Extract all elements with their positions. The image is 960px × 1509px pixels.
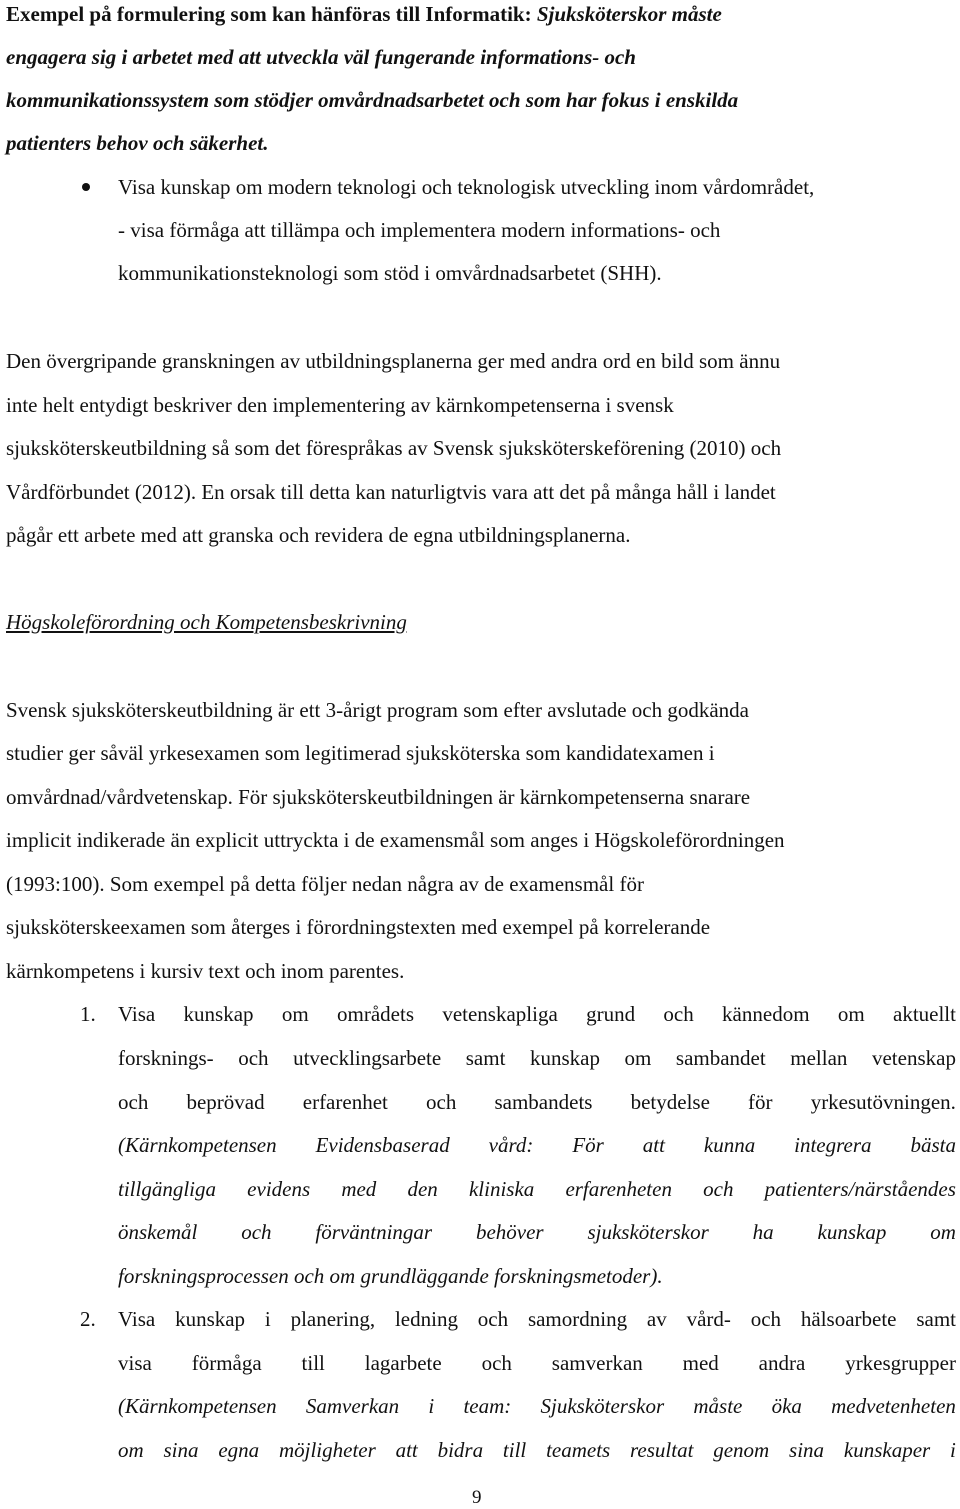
word: i bbox=[428, 1394, 435, 1418]
word: och bbox=[118, 1090, 149, 1114]
item-2-line-2 bbox=[118, 1350, 956, 1376]
bullet-line-2: - visa förmåga att tillämpa och implementera modern informations- och bbox=[118, 218, 721, 242]
word: (Kärnkompetensen bbox=[118, 1133, 277, 1157]
word: kliniska bbox=[468, 1177, 535, 1201]
word: behöver bbox=[475, 1220, 544, 1244]
section-heading: Högskoleförordning och Kompetensbeskrivning bbox=[6, 610, 407, 634]
word: samverkan bbox=[551, 1351, 643, 1375]
word: resultat bbox=[630, 1438, 694, 1462]
word: tillgängliga bbox=[118, 1177, 217, 1201]
para2-line-1: Svensk sjuksköterskeutbildning är ett 3-årigt program som efter avslutade och godkända bbox=[6, 698, 749, 722]
word: För bbox=[572, 1133, 604, 1157]
item-2-line-3 bbox=[118, 1393, 956, 1419]
word: kunskap bbox=[817, 1220, 887, 1244]
word: vård- bbox=[686, 1307, 731, 1331]
para2-line-6: sjuksköterskeexamen som återges i förordningstexten med exempel på korrelerande bbox=[6, 915, 711, 939]
word: lagarbete bbox=[364, 1351, 442, 1375]
word: bidra bbox=[437, 1438, 484, 1462]
word: kunskap bbox=[183, 1002, 254, 1026]
word: genom bbox=[713, 1438, 770, 1462]
word: samt bbox=[465, 1046, 506, 1070]
word: sambandets bbox=[494, 1090, 593, 1114]
para2-line-4: implicit indikerade än explicit uttryckta i de examensmål som anges i Högskoleförordningen bbox=[6, 828, 785, 852]
word: och bbox=[703, 1177, 734, 1201]
word: om bbox=[930, 1220, 956, 1244]
word: kännedom bbox=[722, 1002, 810, 1026]
word: mellan bbox=[790, 1046, 848, 1070]
word: patienters/närståendes bbox=[764, 1177, 956, 1201]
word: i bbox=[264, 1307, 271, 1331]
word: kunskap bbox=[529, 1046, 600, 1070]
word: till bbox=[301, 1351, 325, 1375]
item-1-line-7: forskningsprocessen och om grundläggande forskningsmetoder). bbox=[118, 1264, 663, 1288]
word: visa bbox=[118, 1351, 152, 1375]
intro-line-4: patienters behov och säkerhet. bbox=[6, 131, 269, 155]
word: hälsoarbete bbox=[800, 1307, 897, 1331]
word: i bbox=[950, 1438, 956, 1462]
item-1-line-5 bbox=[118, 1176, 956, 1202]
para1-line-3: sjuksköterskeutbildning så som det förespråkas av Svensk sjuksköterskeförening (2010) och bbox=[6, 436, 782, 460]
word: och bbox=[481, 1351, 512, 1375]
word: förmåga bbox=[191, 1351, 262, 1375]
word: team: bbox=[463, 1394, 512, 1418]
bullet-line-3: kommunikationsteknologi som stöd i omvårdnadsarbetet (SHH). bbox=[118, 261, 662, 285]
para2-line-5: (1993:100). Som exempel på detta följer nedan några av de examensmål för bbox=[6, 872, 644, 896]
word: den bbox=[407, 1177, 438, 1201]
word: forsknings- bbox=[118, 1046, 214, 1070]
word: Visa bbox=[118, 1307, 156, 1331]
word: bästa bbox=[910, 1133, 956, 1157]
word: Evidensbaserad bbox=[315, 1133, 450, 1157]
intro-label: Exempel på formulering som kan hänföras till Informatik: bbox=[6, 2, 532, 26]
para2-line-7: kärnkompetens i kursiv text och inom parentes. bbox=[6, 959, 405, 983]
word: och bbox=[426, 1090, 457, 1114]
word: evidens bbox=[247, 1177, 311, 1201]
word: ha bbox=[752, 1220, 774, 1244]
word: med bbox=[682, 1351, 719, 1375]
word: vetenskap bbox=[871, 1046, 956, 1070]
word: integrera bbox=[794, 1133, 872, 1157]
item-2-line-1 bbox=[118, 1306, 956, 1332]
word: områdets bbox=[337, 1002, 414, 1026]
item-1-line-1 bbox=[118, 1001, 956, 1027]
word: och bbox=[663, 1002, 694, 1026]
item-1-line-2 bbox=[118, 1045, 956, 1071]
word: planering, bbox=[290, 1307, 376, 1331]
item-1-line-6 bbox=[118, 1219, 956, 1245]
word: sina bbox=[163, 1438, 199, 1462]
word: och bbox=[477, 1307, 509, 1331]
bullet-dot-icon bbox=[82, 183, 90, 191]
word: andra bbox=[758, 1351, 806, 1375]
word: beprövad bbox=[186, 1090, 265, 1114]
item-1-line-4 bbox=[118, 1132, 956, 1158]
word: Sjuksköterskor bbox=[540, 1394, 665, 1418]
word: och bbox=[238, 1046, 269, 1070]
para1-line-2: inte helt entydigt beskriver den implementering av kärnkompetenserna i svensk bbox=[6, 393, 674, 417]
word: kunna bbox=[703, 1133, 756, 1157]
word: ledning bbox=[394, 1307, 458, 1331]
word: teamets bbox=[546, 1438, 611, 1462]
word: öka bbox=[771, 1394, 802, 1418]
word: för bbox=[748, 1090, 773, 1114]
para2-line-3: omvårdnad/vårdvetenskap. För sjuksköterskeutbildningen är kärnkompetenserna snarare bbox=[6, 785, 751, 809]
word: vetenskapliga bbox=[442, 1002, 558, 1026]
word: och bbox=[750, 1307, 782, 1331]
word: samordning bbox=[527, 1307, 628, 1331]
intro-line-1 bbox=[6, 1, 722, 27]
word: (Kärnkompetensen bbox=[118, 1394, 277, 1418]
word: kunskap bbox=[175, 1307, 246, 1331]
word: Visa bbox=[118, 1002, 156, 1026]
item-1-line-3 bbox=[118, 1089, 956, 1115]
word: önskemål bbox=[118, 1220, 198, 1244]
item-1-number: 1. bbox=[80, 1002, 96, 1026]
word: erfarenheten bbox=[565, 1177, 672, 1201]
word: till bbox=[502, 1438, 527, 1462]
word: att bbox=[395, 1438, 418, 1462]
item-2-number: 2. bbox=[80, 1307, 96, 1331]
intro-line-2: engagera sig i arbetet med att utveckla väl fungerande informations- och bbox=[6, 45, 636, 69]
word: aktuellt bbox=[893, 1002, 956, 1026]
word: kunskaper bbox=[843, 1438, 931, 1462]
word: att bbox=[642, 1133, 665, 1157]
word: av bbox=[646, 1307, 667, 1331]
word: måste bbox=[693, 1394, 743, 1418]
word: möjligheter bbox=[278, 1438, 376, 1462]
word: vård: bbox=[488, 1133, 534, 1157]
word: sambandet bbox=[675, 1046, 766, 1070]
para1-line-4: Vårdförbundet (2012). En orsak till detta kan naturligtvis vara att det på många håll i landet bbox=[6, 480, 776, 504]
word: utvecklingsarbete bbox=[293, 1046, 442, 1070]
para1-line-1: Den övergripande granskningen av utbildningsplanerna ger med andra ord en bild som ännu bbox=[6, 349, 781, 373]
word: grund bbox=[586, 1002, 636, 1026]
bullet-line-1: Visa kunskap om modern teknologi och teknologisk utveckling inom vårdområdet, bbox=[118, 175, 815, 199]
para1-line-5: pågår ett arbete med att granska och revidera de egna utbildningsplanerna. bbox=[6, 523, 631, 547]
word: förväntningar bbox=[315, 1220, 433, 1244]
word: sina bbox=[789, 1438, 825, 1462]
page-number: 9 bbox=[472, 1487, 482, 1508]
intro-line-3: kommunikationssystem som stödjer omvårdnadsarbetet och som har fokus i enskilda bbox=[6, 88, 739, 112]
word: om bbox=[118, 1438, 144, 1462]
word: betydelse bbox=[630, 1090, 710, 1114]
word: yrkesutövningen. bbox=[810, 1090, 956, 1114]
intro-line-1-italic: Sjuksköterskor måste bbox=[536, 2, 722, 26]
para2-line-2: studier ger såväl yrkesexamen som legitimerad sjuksköterska som kandidatexamen i bbox=[6, 741, 715, 765]
word: yrkesgrupper bbox=[845, 1351, 956, 1375]
word: egna bbox=[218, 1438, 260, 1462]
word: sjuksköterskor bbox=[587, 1220, 709, 1244]
word: erfarenhet bbox=[302, 1090, 388, 1114]
word: om bbox=[624, 1046, 652, 1070]
word: Samverkan bbox=[305, 1394, 400, 1418]
word: om bbox=[837, 1002, 865, 1026]
item-2-line-4 bbox=[118, 1437, 956, 1463]
word: om bbox=[281, 1002, 309, 1026]
word: och bbox=[241, 1220, 272, 1244]
word: medvetenheten bbox=[831, 1394, 956, 1418]
word: med bbox=[341, 1177, 377, 1201]
word: samt bbox=[916, 1307, 956, 1331]
